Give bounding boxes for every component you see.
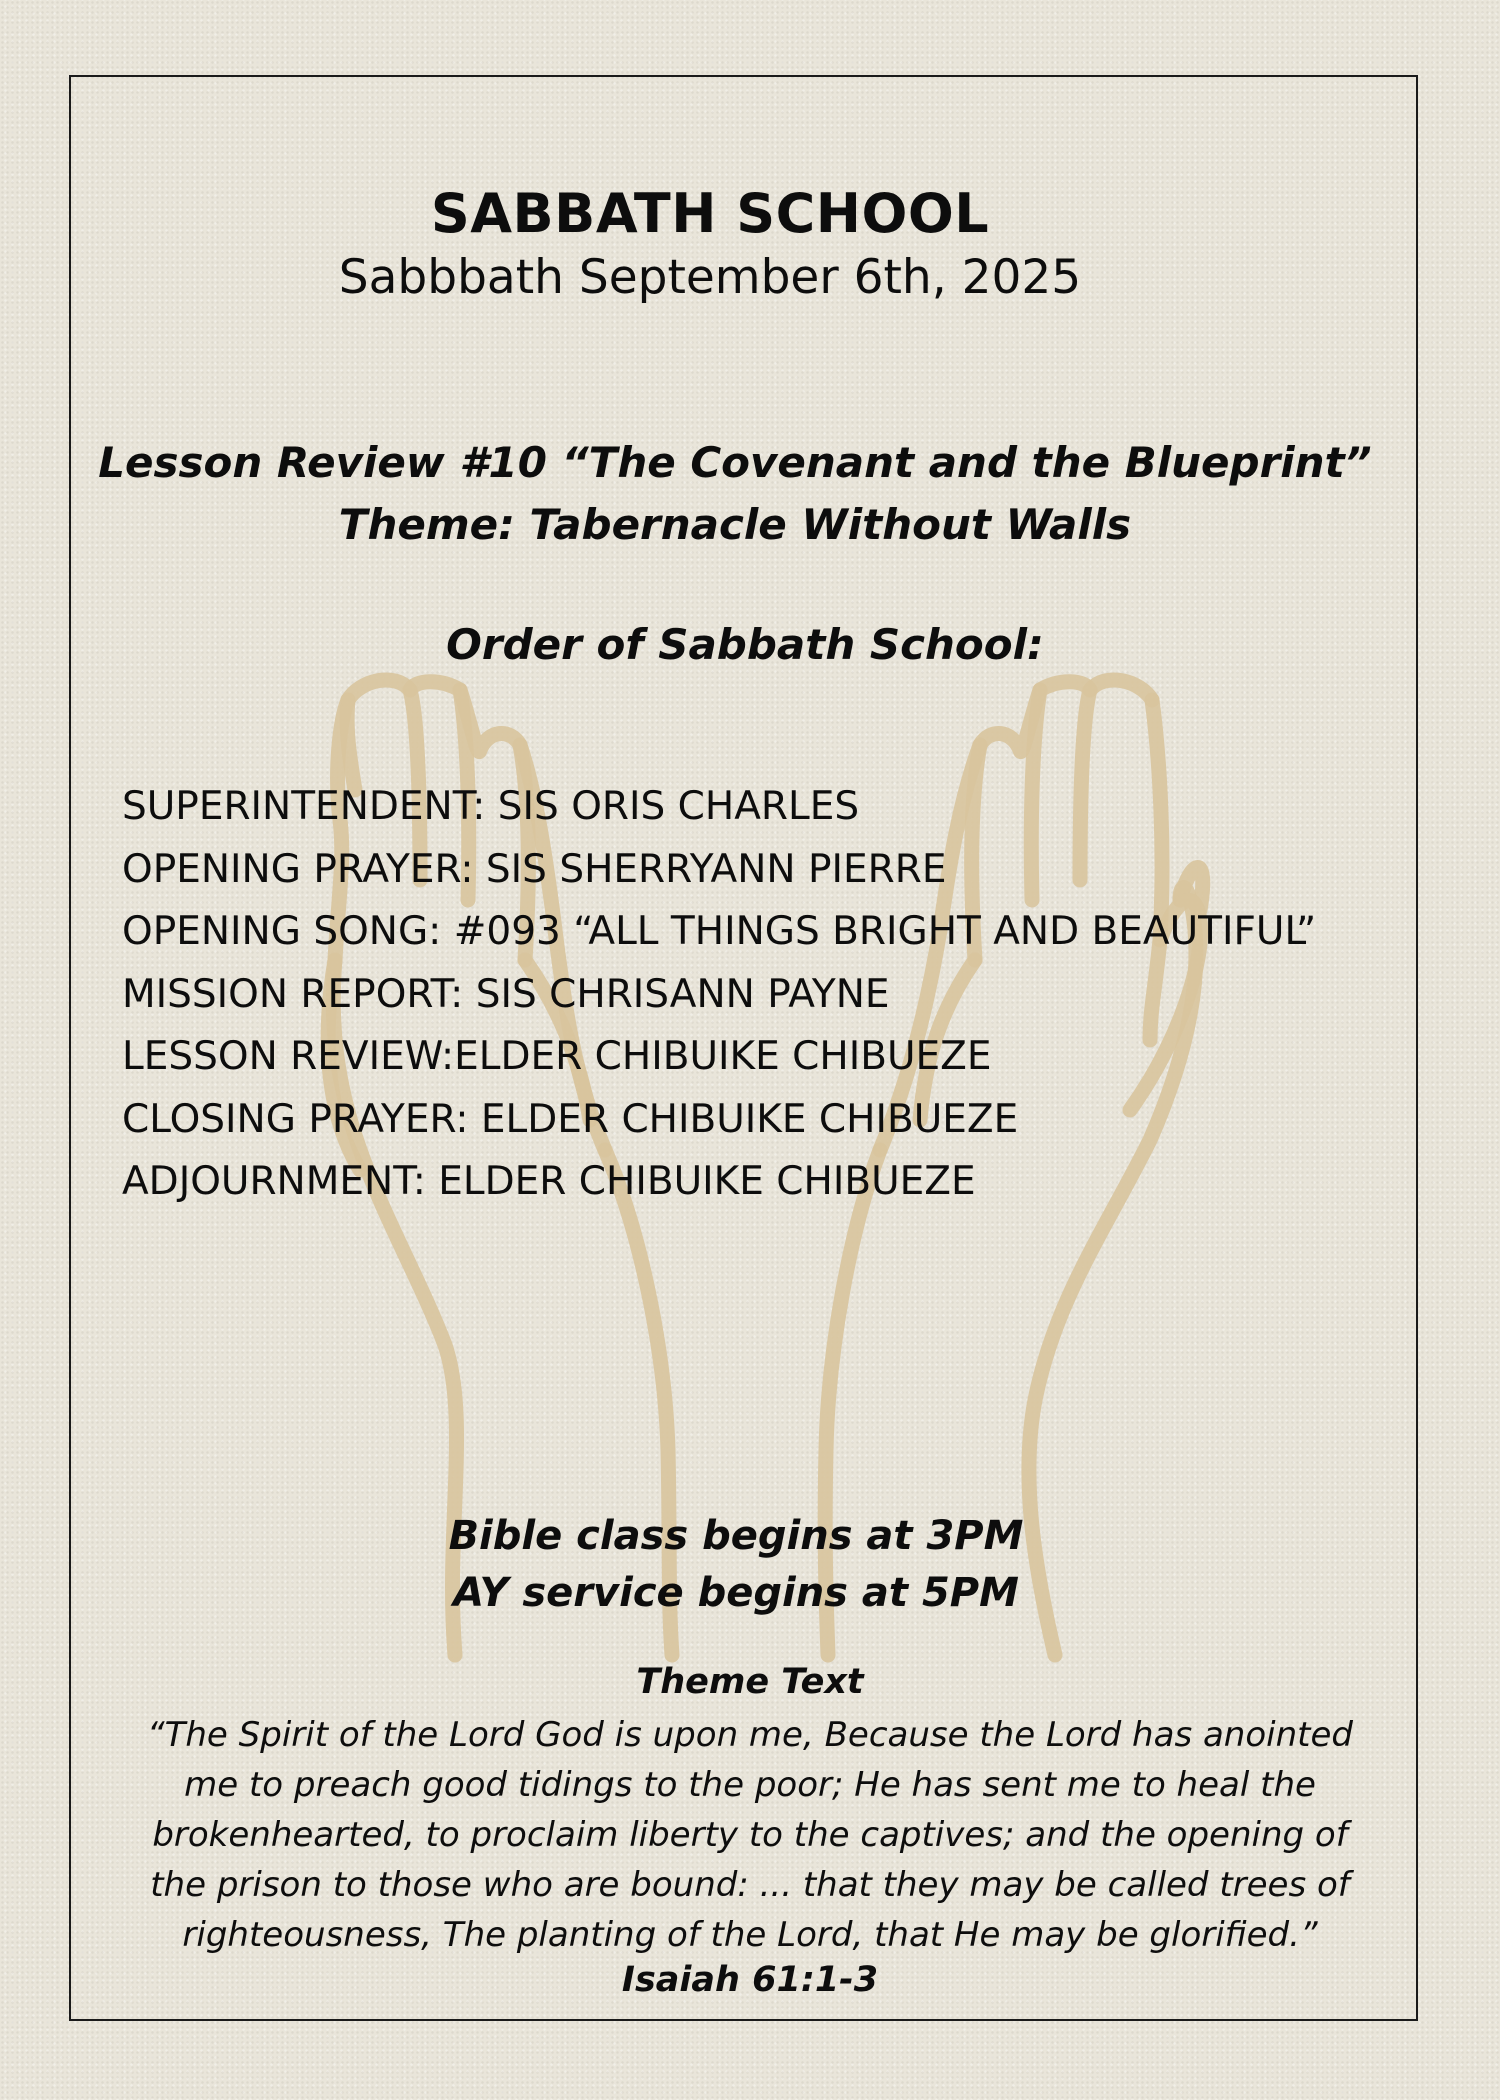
program-item-opening-prayer: OPENING PRAYER: SIS SHERRYANN PIERRE (122, 846, 947, 892)
program-item-adjournment: ADJOURNMENT: ELDER CHIBUIKE CHIBUEZE (122, 1159, 976, 1204)
schedule-times (0, 1508, 1486, 1622)
theme-text-line: me to preach good tidings to the poor; He has sent me to heal the (184, 1765, 1316, 1805)
theme-text-line: “The Spirit of the Lord God is upon me, Because the Lord has anointed (147, 1715, 1353, 1755)
program-item-lesson-review: LESSON REVIEW:ELDER CHIBUIKE CHIBUEZE (122, 1034, 992, 1079)
service-date: Sabbbath September 6th, 2025 (338, 250, 1082, 305)
lesson-block (0, 432, 1485, 556)
program-item-opening-song: OPENING SONG: #093 “ALL THINGS BRIGHT AND BEAUTIFUL” (122, 909, 1317, 954)
theme-text-line: the prison to those who are bound: ... that they may be called trees of (150, 1865, 1350, 1905)
order-heading: Order of Sabbath School: (446, 620, 1044, 669)
theme-text-quote (0, 1710, 1500, 1960)
program-item-closing-prayer: CLOSING PRAYER: ELDER CHIBUIKE CHIBUEZE (122, 1096, 1019, 1142)
lesson-theme: Theme: Tabernacle Without Walls (338, 500, 1132, 549)
program-item-superintendent: SUPERINTENDENT: SIS ORIS CHARLES (122, 784, 860, 829)
theme-text-label: Theme Text (636, 1662, 864, 1702)
page-title: SABBATH SCHOOL (430, 182, 990, 245)
lesson-review-title: Lesson Review #10 “The Covenant and the Blueprint” (98, 438, 1372, 487)
bible-class-time: Bible class begins at 3PM (448, 1513, 1024, 1559)
scripture-reference: Isaiah 61:1-3 (621, 1960, 879, 2000)
program-list (122, 776, 1316, 1214)
ay-service-time: AY service begins at 5PM (453, 1570, 1019, 1616)
theme-text-line: brokenhearted, to proclaim liberty to the captives; and the opening of (152, 1815, 1348, 1855)
theme-text-line: righteousness, The planting of the Lord, that He may be glorified.” (182, 1915, 1318, 1955)
program-item-mission-report: MISSION REPORT: SIS CHRISANN PAYNE (122, 971, 890, 1017)
